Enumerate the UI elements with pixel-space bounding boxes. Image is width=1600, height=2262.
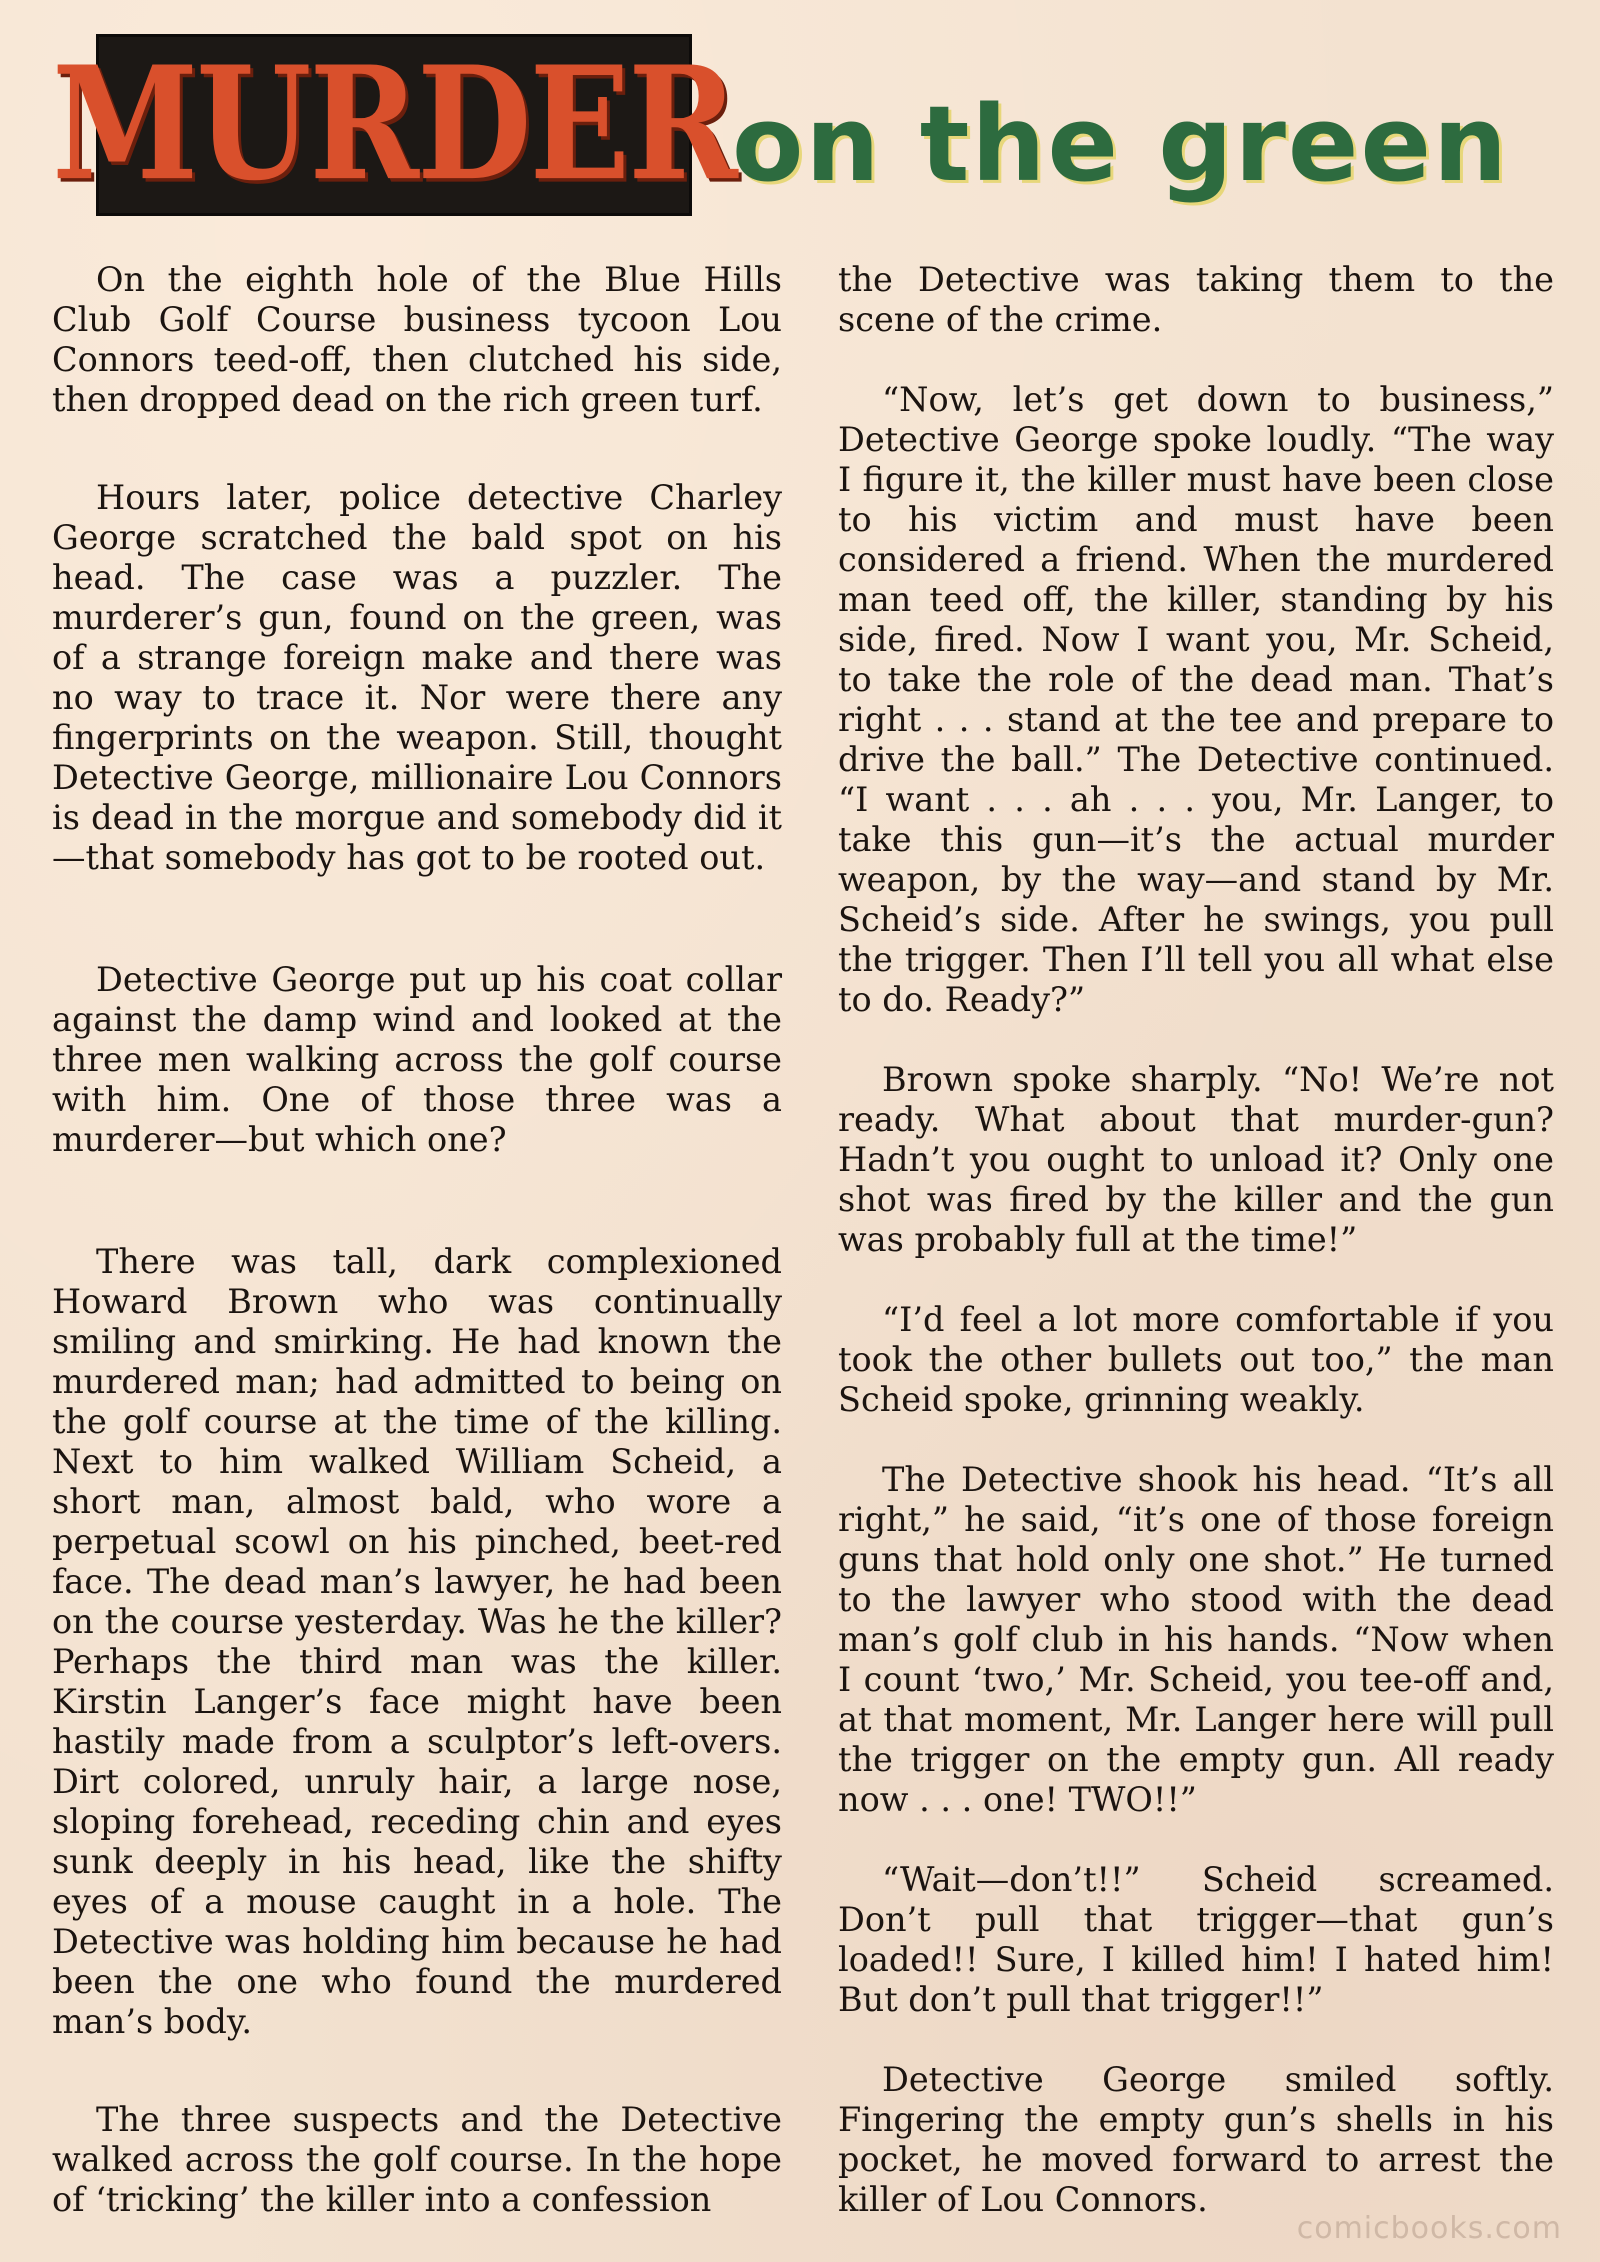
paragraph: There was tall, dark complexioned Howard Brown who was continually smiling and smirking. He had known the murdered man; had admitted to being on the golf course at the time of the killing. Next to him walked William Scheid, a short man, almost bald, who wore a perpetual scowl on his pinched, beet-red face. The dead man’s lawyer, he had been on the course yesterday. Was he the killer? Perhaps the third man was the killer. Kirstin Langer’s face might have been hastily made from a sculptor’s left-overs. Dirt colored, unruly hair, a large nose, sloping forehead, receding chin and eyes sunk deeply in his head, like the shifty eyes of a mouse caught in a hole. The Detective was holding him because he had been the one who found the murdered man’s body. xyxy=(52,1242,782,2041)
paragraph: On the eighth hole of the Blue Hills Club Golf Course business tycoon Lou Connors teed-off, then clutched his side, then dropped dead on the rich green turf. xyxy=(52,260,782,419)
right-column xyxy=(838,260,1554,2220)
paragraph: Hours later, police detective Charley George scratched the bald spot on his head. The case was a puzzler. The murderer’s gun, found on the green, was of a strange foreign make and there was no way to trace it. Nor were there any fingerprints on the weapon. Still, thought Detective George, millionaire Lou Connors is dead in the morgue and somebody did it—that somebody has got to be rooted out. xyxy=(52,478,782,877)
paragraph: Brown spoke sharply. “No! We’re not ready. What about that murder-gun? Hadn’t you ought to unload it? Only one shot was fired by the killer and the gun was probably full at the time!” xyxy=(838,1060,1554,1259)
paragraph: The Detective shook his head. “It’s all right,” he said, “it’s one of those foreign guns that hold only one shot.” He turned to the lawyer who stood with the dead man’s golf club in his hands. “Now when I count ‘two,’ Mr. Scheid, you tee-off and, at that moment, Mr. Langer here will pull the trigger on the empty gun. All ready now . . . one! TWO!!” xyxy=(838,1460,1554,1819)
paragraph: “Now, let’s get down to business,” Detective George spoke loudly. “The way I figure it, the killer must have been close to his victim and must have been considered a friend. When the murdered man teed off, the killer, standing by his side, fired. Now I want you, Mr. Scheid, to take the role of the dead man. That’s right . . . stand at the tee and prepare to drive the ball.” The Detective continued. “I want . . . ah . . . you, Mr. Langer, to take this gun—it’s the actual murder weapon, by the way—and stand by Mr. Scheid’s side. After he swings, you pull the trigger. Then I’ll tell you all what else to do. Ready?” xyxy=(838,380,1554,1019)
paragraph: “I’d feel a lot more comfortable if you took the other bullets out too,” the man Scheid spoke, grinning weakly. xyxy=(838,1300,1554,1419)
story-subtitle: on the green xyxy=(732,83,1510,205)
watermark: comicbooks.com xyxy=(1296,2211,1562,2246)
paragraph: “Wait—don’t!!” Scheid screamed. Don’t pull that trigger—that gun’s loaded!! Sure, I killed him! I hated him! But don’t pull that trigger!!” xyxy=(838,1860,1554,2019)
paragraph: The three suspects and the Detective walked across the golf course. In the hope of ‘tricking’ the killer into a confession xyxy=(52,2100,782,2219)
title-banner xyxy=(52,32,736,216)
paragraph: the Detective was taking them to the scene of the crime. xyxy=(838,260,1554,339)
paragraph: Detective George smiled softly. Fingering the empty gun’s shells in his pocket, he moved forward to arrest the killer of Lou Connors. xyxy=(838,2060,1554,2219)
page-header xyxy=(0,0,1600,240)
left-column xyxy=(52,260,782,2220)
story-title: MURDER xyxy=(52,32,736,216)
paragraph: Detective George put up his coat collar against the damp wind and looked at the three men walking across the golf course with him. One of those three was a murderer—but which one? xyxy=(52,960,782,1159)
